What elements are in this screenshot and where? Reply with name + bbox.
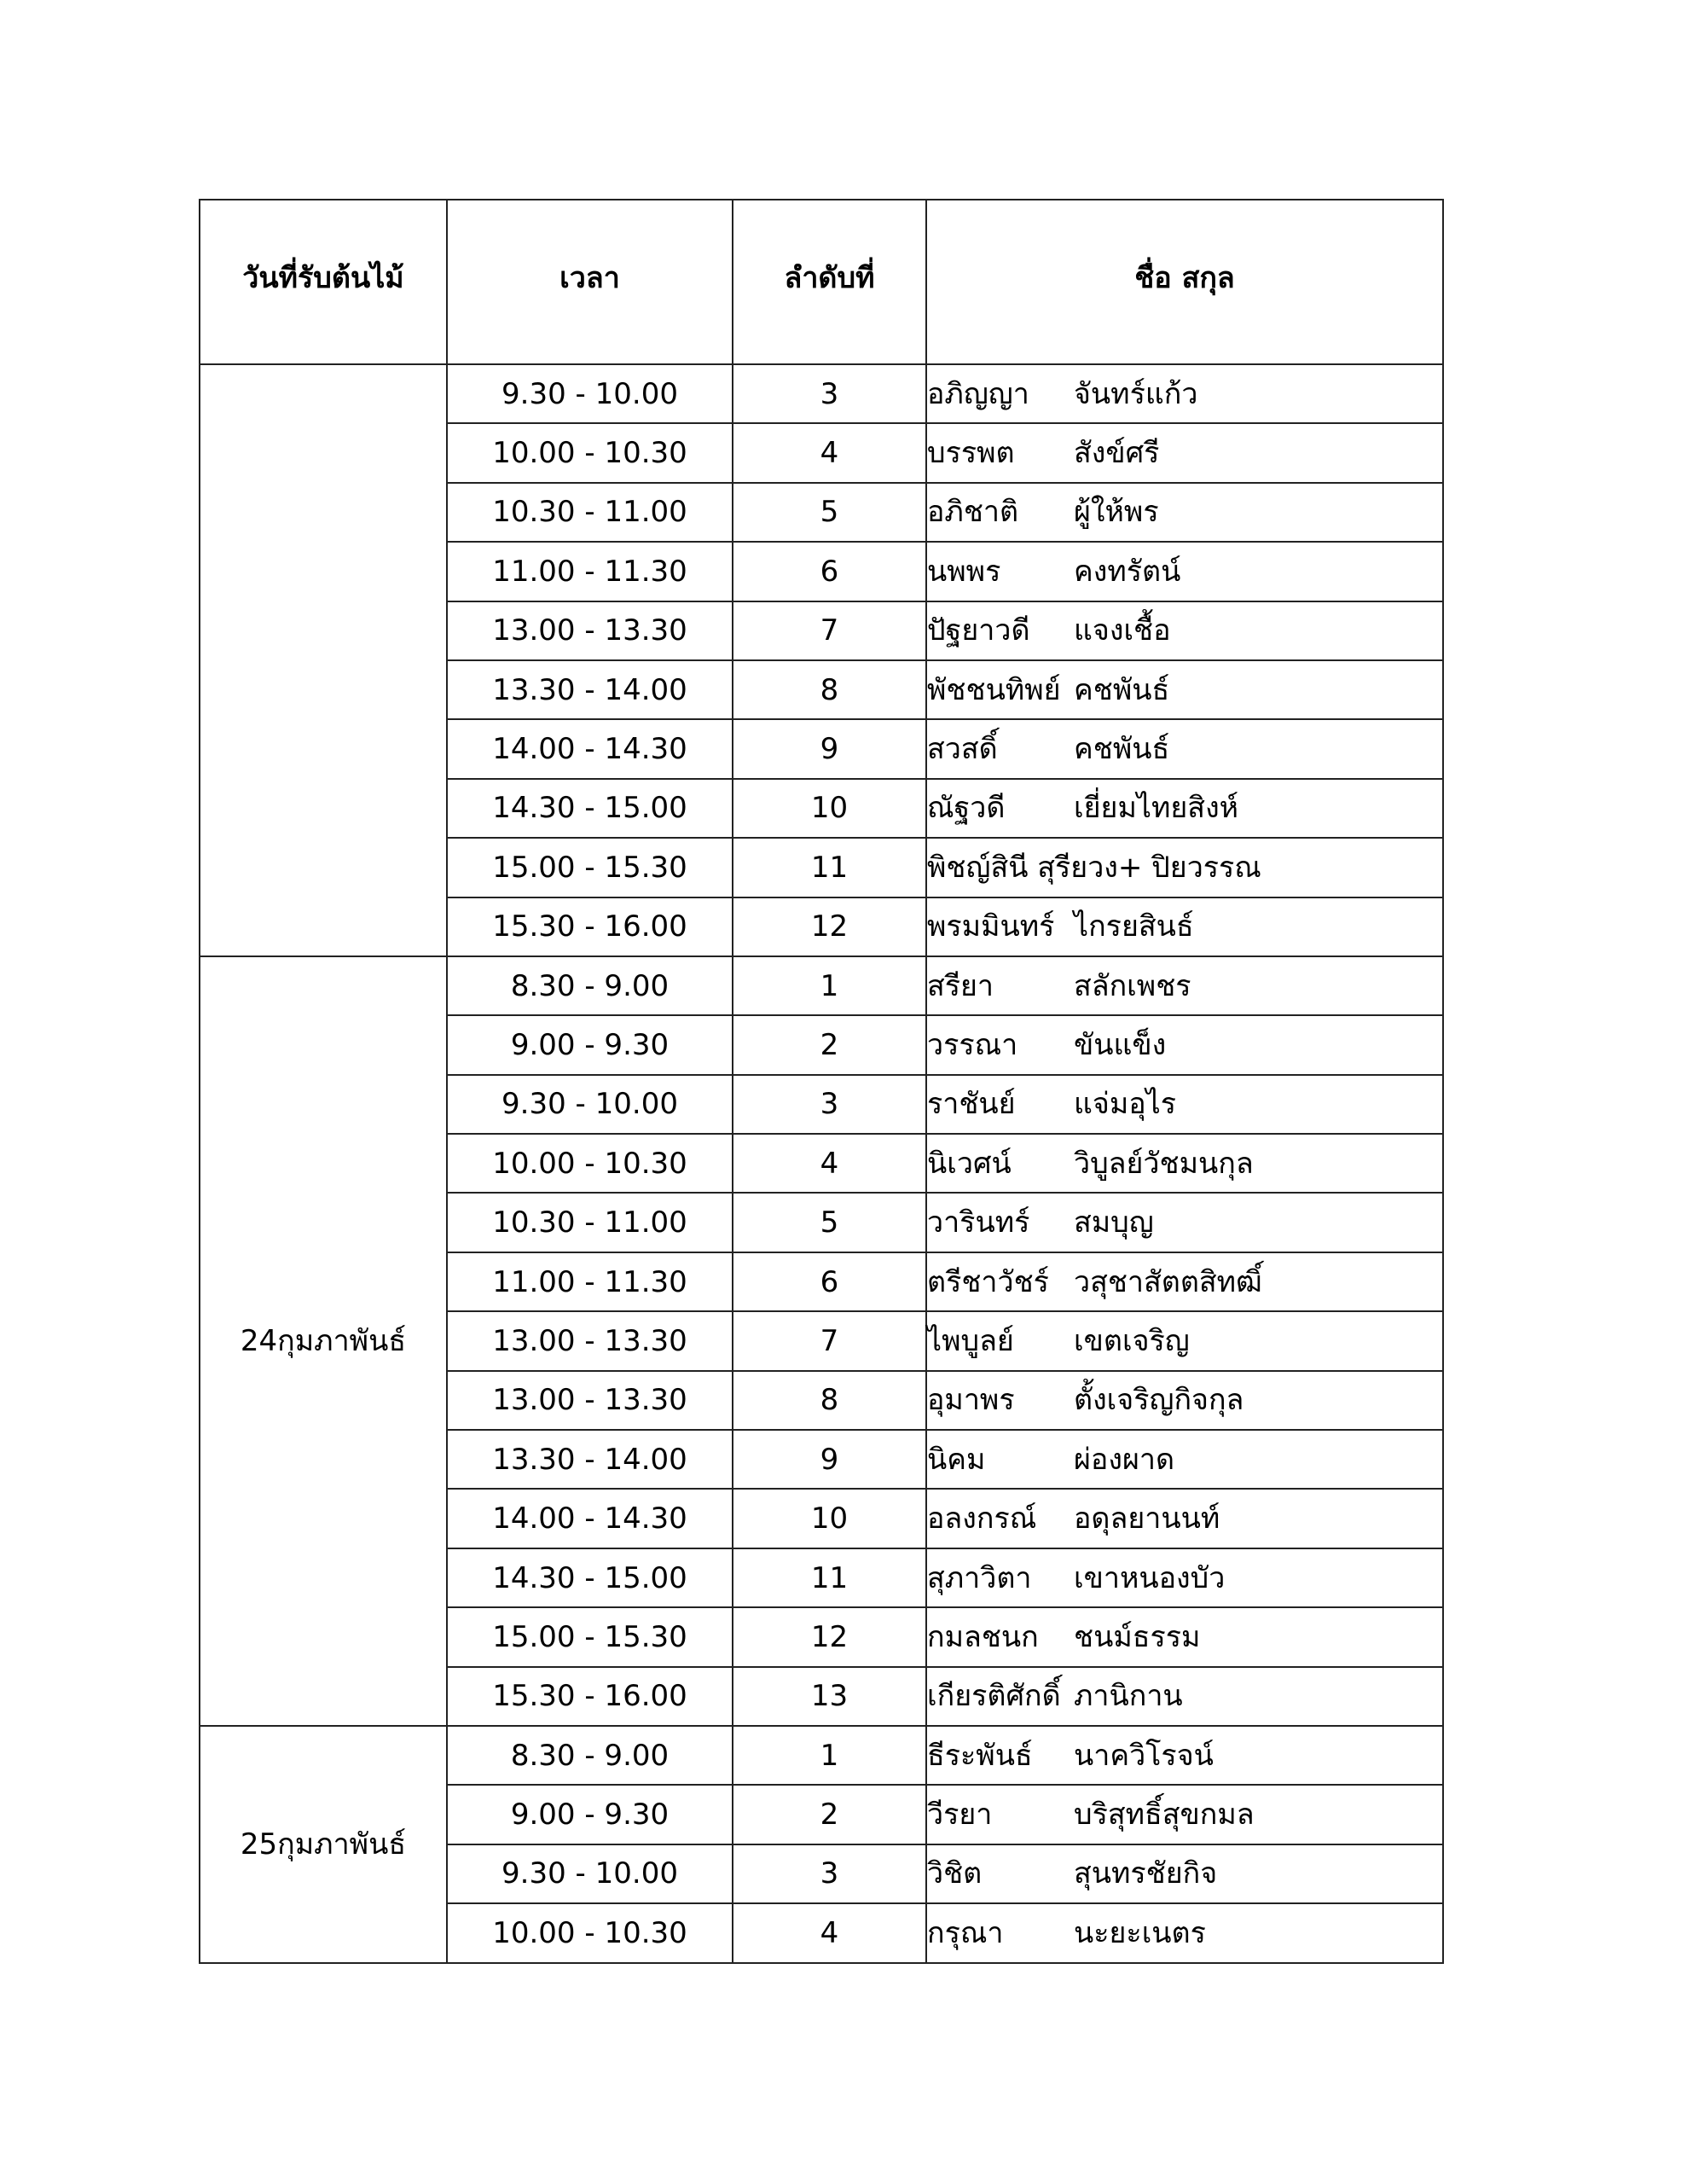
first-name: วรรณา (927, 1027, 1018, 1062)
name-cell (926, 1726, 1443, 1785)
order-cell: 13 (733, 1667, 926, 1726)
first-name: กรุณา (927, 1915, 1004, 1950)
name-cell (926, 838, 1443, 897)
last-name: ขันแข็ง (1074, 1027, 1167, 1062)
time-cell: 11.00 - 11.30 (447, 542, 733, 601)
time-cell: 14.30 - 15.00 (447, 1548, 733, 1607)
name-cell (926, 1371, 1443, 1430)
order-cell: 1 (733, 956, 926, 1015)
time-cell: 9.30 - 10.00 (447, 1075, 733, 1134)
time-cell: 15.30 - 16.00 (447, 1667, 733, 1726)
last-name: สุนทรชัยกิจ (1074, 1856, 1218, 1891)
order-cell: 7 (733, 601, 926, 660)
header-time: เวลา (447, 200, 733, 364)
last-name: ตั้งเจริญกิจกุล (1074, 1383, 1244, 1418)
time-cell: 9.00 - 9.30 (447, 1785, 733, 1844)
last-name: นาควิโรจน์ (1074, 1738, 1214, 1773)
name-cell (926, 364, 1443, 423)
last-name: วิบูลย์วัชมนกุล (1074, 1146, 1254, 1181)
time-cell: 14.00 - 14.30 (447, 1489, 733, 1548)
name-cell (926, 1134, 1443, 1193)
first-name: ปัฐยาวดี (927, 613, 1030, 648)
time-cell: 10.00 - 10.30 (447, 423, 733, 482)
first-name: ราชันย์ (927, 1087, 1016, 1122)
order-cell: 5 (733, 483, 926, 542)
name-cell (926, 779, 1443, 838)
header-order: ลำดับที่ (733, 200, 926, 364)
time-cell: 13.30 - 14.00 (447, 1430, 733, 1489)
first-name: พัชชนทิพย์ (927, 672, 1061, 707)
first-name: ไพบูลย์ (927, 1323, 1014, 1358)
last-name: จันทร์แก้ว (1074, 376, 1198, 411)
name-cell (926, 1667, 1443, 1726)
last-name: บริสุทธิ์สุขกมล (1074, 1798, 1255, 1833)
order-cell: 9 (733, 719, 926, 778)
first-name: พิชญ์สินี สุรียวง+ ปิยวรรณ (927, 850, 1261, 885)
order-cell: 11 (733, 1548, 926, 1607)
last-name: ชนม์ธรรม (1074, 1619, 1201, 1654)
time-cell: 15.00 - 15.30 (447, 838, 733, 897)
first-name: วีรยา (927, 1798, 993, 1833)
first-name: ณัฐวดี (927, 791, 1006, 826)
name-cell (926, 1489, 1443, 1548)
time-cell: 8.30 - 9.00 (447, 956, 733, 1015)
first-name: วารินทร์ (927, 1205, 1030, 1240)
time-cell: 14.00 - 14.30 (447, 719, 733, 778)
header-name: ชื่อ สกุล (926, 200, 1443, 364)
name-cell (926, 1844, 1443, 1903)
first-name: เกียรติศักดิ์ (927, 1679, 1061, 1714)
last-name: ผู้ให้พร (1074, 495, 1159, 530)
order-cell: 5 (733, 1193, 926, 1252)
first-name: ตรีชาวัชร์ (927, 1264, 1049, 1299)
last-name: คงทรัตน์ (1074, 554, 1181, 589)
first-name: นิเวศน์ (927, 1146, 1012, 1181)
name-cell (926, 1015, 1443, 1074)
order-cell: 3 (733, 1075, 926, 1134)
order-cell: 4 (733, 423, 926, 482)
name-cell (926, 956, 1443, 1015)
last-name: ภานิกาน (1074, 1679, 1183, 1714)
table-row (200, 956, 1443, 1015)
last-name: เยี่ยมไทยสิงห์ (1074, 791, 1239, 826)
last-name: สังข์ศรี (1074, 436, 1160, 471)
seedling-pickup-schedule-table (199, 199, 1444, 1964)
name-cell (926, 1548, 1443, 1607)
last-name: สมบุญ (1074, 1205, 1154, 1240)
order-cell: 2 (733, 1785, 926, 1844)
table-body (200, 364, 1443, 1963)
last-name: ผ่องผาด (1074, 1442, 1175, 1477)
name-cell (926, 1903, 1443, 1962)
first-name: อภิชาติ (927, 495, 1019, 530)
name-cell (926, 601, 1443, 660)
last-name: เขาหนองบัว (1074, 1560, 1226, 1595)
first-name: สรียา (927, 968, 994, 1003)
order-cell: 12 (733, 897, 926, 956)
first-name: วิชิต (927, 1856, 983, 1891)
last-name: วสุชาสัตตสิทฒิ์ (1074, 1264, 1262, 1299)
last-name: นะยะเนตร (1074, 1915, 1206, 1950)
order-cell: 2 (733, 1015, 926, 1074)
name-cell (926, 719, 1443, 778)
name-cell (926, 542, 1443, 601)
order-cell: 8 (733, 660, 926, 719)
name-cell (926, 483, 1443, 542)
time-cell: 9.30 - 10.00 (447, 364, 733, 423)
last-name: แจ่มอุไร (1074, 1087, 1177, 1122)
time-cell: 9.00 - 9.30 (447, 1015, 733, 1074)
header-row (200, 200, 1443, 364)
first-name: นิคม (927, 1442, 986, 1477)
name-cell (926, 423, 1443, 482)
first-name: พรมมินทร์ (927, 909, 1055, 944)
last-name: อดุลยานนท์ (1074, 1502, 1220, 1536)
last-name: สลักเพชร (1074, 968, 1191, 1003)
date-cell: 25กุมภาพันธ์ (200, 1726, 447, 1963)
first-name: บรรพต (927, 436, 1015, 471)
order-cell: 6 (733, 542, 926, 601)
order-cell: 4 (733, 1134, 926, 1193)
header-date: วันที่รับต้นไม้ (200, 200, 447, 364)
time-cell: 13.00 - 13.30 (447, 1371, 733, 1430)
first-name: อภิญญา (927, 376, 1029, 411)
last-name: คชพันธ์ (1074, 672, 1170, 707)
first-name: นพพร (927, 554, 1001, 589)
name-cell (926, 1252, 1443, 1311)
time-cell: 10.00 - 10.30 (447, 1903, 733, 1962)
first-name: สุภาวิตา (927, 1560, 1032, 1595)
name-cell (926, 660, 1443, 719)
order-cell: 10 (733, 779, 926, 838)
order-cell: 6 (733, 1252, 926, 1311)
name-cell (926, 1193, 1443, 1252)
time-cell: 14.30 - 15.00 (447, 779, 733, 838)
time-cell: 15.00 - 15.30 (447, 1607, 733, 1666)
time-cell: 10.30 - 11.00 (447, 1193, 733, 1252)
name-cell (926, 1430, 1443, 1489)
order-cell: 7 (733, 1311, 926, 1370)
name-cell (926, 897, 1443, 956)
table-row (200, 1726, 1443, 1785)
order-cell: 1 (733, 1726, 926, 1785)
name-cell (926, 1311, 1443, 1370)
last-name: เขตเจริญ (1074, 1323, 1190, 1358)
last-name: คชพันธ์ (1074, 732, 1170, 767)
order-cell: 10 (733, 1489, 926, 1548)
order-cell: 12 (733, 1607, 926, 1666)
date-cell: 24กุมภาพันธ์ (200, 956, 447, 1726)
order-cell: 3 (733, 364, 926, 423)
last-name: แจงเชื้อ (1074, 613, 1171, 648)
time-cell: 9.30 - 10.00 (447, 1844, 733, 1903)
name-cell (926, 1785, 1443, 1844)
order-cell: 3 (733, 1844, 926, 1903)
name-cell (926, 1607, 1443, 1666)
time-cell: 15.30 - 16.00 (447, 897, 733, 956)
order-cell: 11 (733, 838, 926, 897)
time-cell: 10.30 - 11.00 (447, 483, 733, 542)
first-name: อลงกรณ์ (927, 1502, 1037, 1536)
date-cell (200, 364, 447, 956)
time-cell: 13.30 - 14.00 (447, 660, 733, 719)
order-cell: 8 (733, 1371, 926, 1430)
last-name: ไกรยสินธ์ (1074, 909, 1194, 944)
first-name: กมลชนก (927, 1619, 1039, 1654)
time-cell: 10.00 - 10.30 (447, 1134, 733, 1193)
time-cell: 11.00 - 11.30 (447, 1252, 733, 1311)
order-cell: 4 (733, 1903, 926, 1962)
first-name: อุมาพร (927, 1383, 1015, 1418)
first-name: สวสดิ์ (927, 732, 998, 767)
time-cell: 13.00 - 13.30 (447, 1311, 733, 1370)
name-cell (926, 1075, 1443, 1134)
table-row (200, 364, 1443, 423)
time-cell: 8.30 - 9.00 (447, 1726, 733, 1785)
first-name: ธีระพันธ์ (927, 1738, 1033, 1773)
order-cell: 9 (733, 1430, 926, 1489)
table-header (200, 200, 1443, 364)
time-cell: 13.00 - 13.30 (447, 601, 733, 660)
